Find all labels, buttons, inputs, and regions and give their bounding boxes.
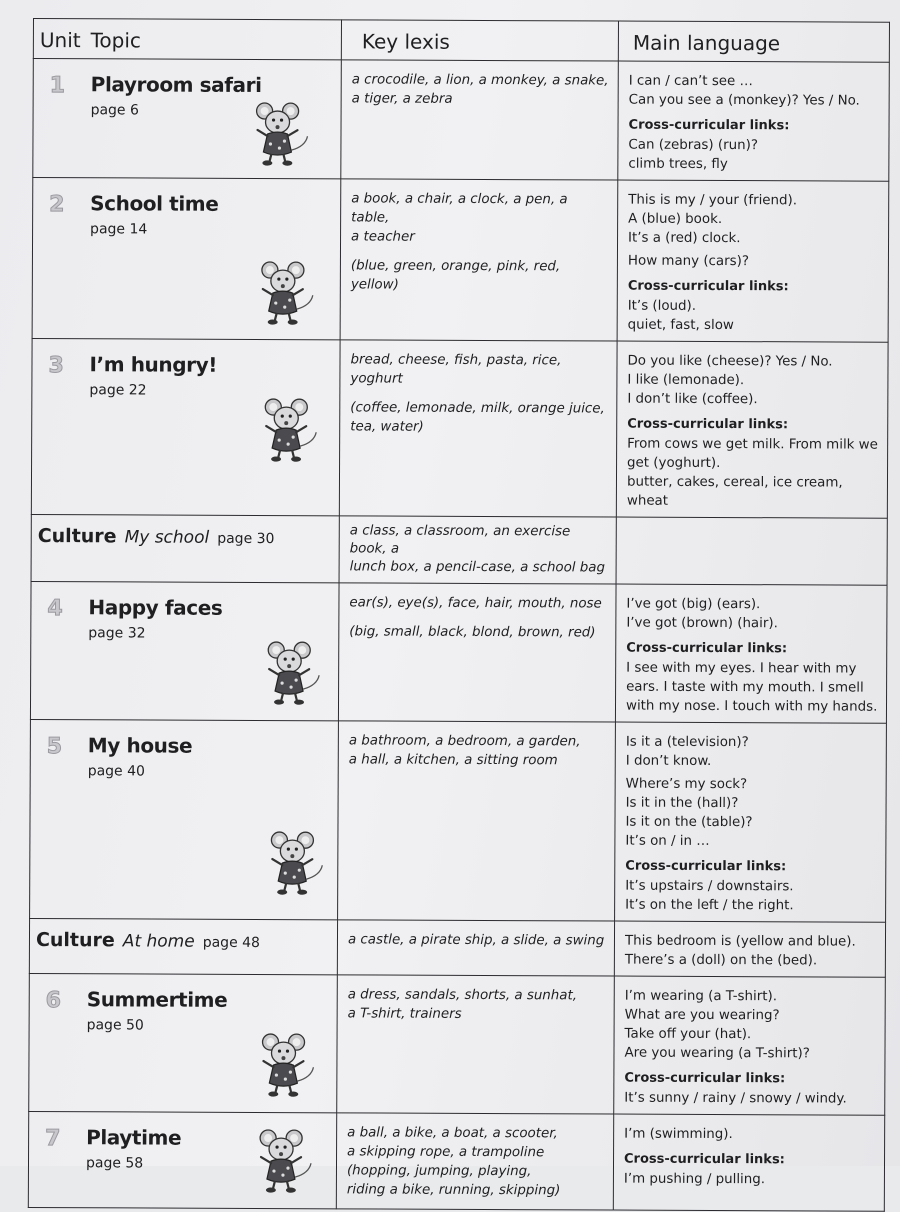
- cross-curricular-label: Cross-curricular links:: [625, 858, 787, 875]
- main-language-cell: [614, 921, 885, 977]
- culture-label: Culture: [37, 525, 117, 548]
- key-lexis-cell: [337, 975, 615, 1114]
- language-line: It’s sunny / rainy / snowy / windy.: [624, 1090, 847, 1107]
- unit-topic-cell: [29, 973, 338, 1112]
- language-line: This bedroom is (yellow and blue).: [624, 933, 856, 950]
- language-line: climb trees, fly: [628, 156, 728, 173]
- lexis-line: a crocodile, a lion, a monkey, a snake,: [351, 72, 609, 89]
- main-language-cell: [613, 1114, 884, 1211]
- language-line: Is it in the (hall)?: [625, 795, 739, 812]
- cross-curricular-label: Cross-curricular links:: [627, 416, 789, 433]
- key-lexis-cell: [339, 340, 617, 517]
- lexis-line: (big, small, black, blond, brown, red): [349, 624, 596, 641]
- unit-number: 6: [45, 988, 62, 1014]
- language-line: Is it on the (table)?: [625, 814, 753, 831]
- main-language-cell: [617, 180, 889, 342]
- cross-curricular-label: Cross-curricular links:: [627, 278, 789, 295]
- language-line: I’m pushing / pulling.: [623, 1171, 766, 1188]
- mouse-icon: [261, 1031, 317, 1099]
- mouse-icon: [261, 259, 317, 327]
- main-language-cell: [614, 976, 886, 1115]
- lexis-line: a skipping rope, a trampoline: [347, 1144, 545, 1161]
- unit-row: [32, 178, 889, 343]
- lexis-line: a teacher: [351, 229, 415, 245]
- unit-row: [30, 719, 887, 922]
- mouse-icon: [264, 396, 320, 464]
- language-line: I’ve got (brown) (hair).: [626, 615, 778, 632]
- language-line: Are you wearing (a T-shirt)?: [624, 1045, 810, 1062]
- main-language-cell: [616, 517, 887, 585]
- lexis-line: a class, a classroom, an exercise book, a: [349, 523, 571, 557]
- unit-row: [28, 1111, 884, 1211]
- unit-title: I’m hungry!: [89, 352, 218, 377]
- lexis-line: a castle, a pirate ship, a slide, a swing: [347, 932, 605, 949]
- mouse-icon: [259, 1127, 315, 1195]
- unit-number: 2: [49, 192, 65, 218]
- lexis-line: a dress, sandals, shorts, a sunhat,: [347, 987, 578, 1004]
- language-line: Take off your (hat).: [624, 1026, 752, 1043]
- unit-page: page 40: [87, 763, 145, 780]
- culture-row: [29, 918, 885, 977]
- unit-page: page 50: [86, 1017, 144, 1034]
- unit-row: [30, 581, 887, 723]
- language-line: Is it a (television)?: [625, 734, 749, 751]
- unit-number: 5: [46, 734, 63, 760]
- key-lexis-cell: [337, 920, 614, 976]
- language-line: I see with my eyes. I hear with my: [626, 660, 857, 677]
- header-unit-topic: Unit Topic: [33, 19, 341, 60]
- language-line: with my nose. I touch with my hands.: [625, 698, 878, 715]
- key-lexis-cell: [336, 1113, 613, 1210]
- culture-page: page 48: [202, 934, 261, 951]
- language-line: It’s on / in …: [625, 833, 710, 849]
- main-language-cell: [615, 722, 887, 922]
- unit-title: School time: [90, 191, 219, 216]
- language-line: Do you like (cheese)? Yes / No.: [627, 353, 833, 370]
- language-line: It’s a (red) clock.: [628, 230, 741, 247]
- lexis-line: tea, water): [350, 419, 424, 435]
- unit-title: Happy faces: [88, 595, 223, 620]
- lexis-line: ear(s), eye(s), face, hair, mouth, nose: [349, 595, 602, 612]
- language-line: From cows we get milk. From milk we: [627, 436, 878, 453]
- mouse-icon: [270, 829, 326, 897]
- unit-topic-cell: [30, 719, 339, 919]
- lexis-line: a tiger, a zebra: [351, 91, 453, 107]
- language-line: quiet, fast, slow: [627, 317, 734, 334]
- unit-topic-cell: [33, 59, 342, 179]
- culture-topic-cell: [29, 918, 337, 974]
- mouse-icon: [267, 639, 323, 707]
- lexis-line: riding a bike, running, skipping): [346, 1182, 561, 1199]
- syllabus-table: [28, 18, 890, 1212]
- lexis-line: (coffee, lemonade, milk, orange juice,: [350, 400, 605, 417]
- language-line: What are you wearing?: [624, 1007, 780, 1024]
- language-line: How many (cars)?: [627, 253, 749, 270]
- unit-topic-cell: [32, 178, 341, 340]
- language-line: I can / can’t see …: [628, 73, 753, 90]
- lexis-line: (hopping, jumping, playing,: [346, 1163, 532, 1180]
- unit-number: 1: [49, 73, 66, 99]
- lexis-line: a T-shirt, trainers: [347, 1006, 462, 1022]
- unit-number: 7: [45, 1126, 61, 1152]
- language-line: It’s upstairs / downstairs.: [625, 878, 794, 895]
- main-language-cell: [615, 584, 887, 723]
- culture-title: At home: [122, 931, 195, 952]
- unit-page: page 58: [85, 1155, 144, 1172]
- unit-title: Playtime: [86, 1125, 182, 1150]
- culture-label: Culture: [35, 929, 115, 952]
- language-line: I’ve got (big) (ears).: [626, 596, 761, 613]
- unit-page: page 6: [90, 102, 139, 119]
- language-line: I don’t like (coffee).: [627, 391, 758, 408]
- language-line: Can you see a (monkey)? Yes / No.: [628, 92, 860, 109]
- culture-row: [31, 514, 887, 585]
- header-main-language: Main language: [618, 21, 889, 62]
- cross-curricular-label: Cross-curricular links:: [623, 1151, 785, 1168]
- language-line: I’m (swimming).: [624, 1126, 733, 1143]
- language-line: ears. I taste with my mouth. I smell: [626, 679, 864, 696]
- key-lexis-cell: [339, 516, 616, 584]
- culture-title: My school: [124, 527, 210, 548]
- unit-page: page 32: [88, 625, 146, 642]
- lexis-line: lunch box, a pencil-case, a school bag: [349, 559, 606, 576]
- language-line: butter, cakes, cereal, ice cream, wheat: [626, 474, 843, 509]
- main-language-cell: [616, 341, 888, 518]
- lexis-line: a ball, a bike, a boat, a scooter,: [347, 1125, 558, 1142]
- key-lexis-cell: [341, 60, 619, 180]
- language-line: I don’t know.: [625, 753, 712, 769]
- cross-curricular-label: Cross-curricular links:: [624, 1070, 786, 1087]
- language-line: Where’s my sock?: [625, 776, 748, 793]
- main-language-cell: [618, 61, 890, 181]
- language-line: There’s a (doll) on the (bed).: [624, 952, 818, 969]
- language-line: Can (zebras) (run)?: [628, 137, 758, 154]
- language-line: I’m wearing (a T-shirt).: [624, 988, 778, 1005]
- language-line: A (blue) book.: [628, 211, 723, 228]
- cross-curricular-label: Cross-curricular links:: [628, 117, 790, 134]
- language-line: This is my / your (friend).: [628, 192, 798, 209]
- unit-page: page 14: [90, 221, 148, 238]
- culture-topic-cell: [31, 514, 339, 582]
- culture-page: page 30: [217, 530, 275, 548]
- lexis-line: a bathroom, a bedroom, a garden,: [348, 733, 581, 750]
- unit-page: page 22: [89, 382, 147, 399]
- mouse-icon: [255, 100, 311, 168]
- lexis-line: bread, cheese, fish, pasta, rice, yoghurt: [350, 352, 562, 387]
- unit-row: [31, 338, 888, 518]
- language-line: It’s on the left / the right.: [625, 897, 794, 914]
- unit-topic-cell: [31, 338, 340, 515]
- unit-title: My house: [87, 733, 193, 758]
- header-key-lexis: Key lexis: [341, 20, 618, 61]
- unit-title: Playroom safari: [90, 72, 262, 97]
- header-row: [33, 19, 889, 63]
- unit-row: [29, 973, 886, 1115]
- key-lexis-cell: [338, 721, 616, 921]
- language-line: get (yoghurt).: [627, 455, 721, 472]
- key-lexis-cell: [340, 179, 618, 341]
- lexis-line: a book, a chair, a clock, a pen, a table,: [351, 191, 568, 226]
- unit-title: Summertime: [86, 987, 228, 1012]
- language-line: I like (lemonade).: [627, 372, 745, 389]
- lexis-line: (blue, green, orange, pink, red, yellow): [350, 258, 561, 293]
- unit-topic-cell: [30, 581, 339, 720]
- unit-number: 4: [47, 596, 63, 622]
- unit-row: [33, 59, 890, 182]
- cross-curricular-label: Cross-curricular links:: [626, 640, 788, 657]
- key-lexis-cell: [338, 583, 616, 722]
- unit-number: 3: [48, 353, 64, 379]
- lexis-line: a hall, a kitchen, a sitting room: [348, 752, 558, 769]
- unit-topic-cell: [28, 1111, 336, 1208]
- language-line: It’s (loud).: [627, 298, 697, 314]
